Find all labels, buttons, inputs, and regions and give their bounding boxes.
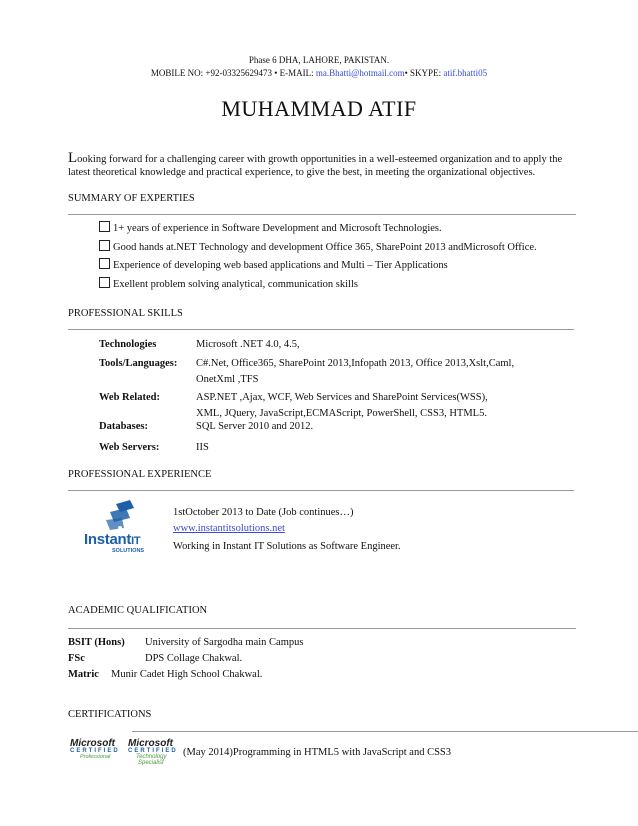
summary-heading: SUMMARY OF EXPERTIES: [68, 193, 195, 204]
skill-label: Technologies: [99, 339, 157, 350]
email-link[interactable]: ma.Bhatti@hotmail.com: [315, 68, 405, 78]
mcts-certified: CERTIFIED: [128, 748, 178, 754]
academic-divider: [68, 628, 576, 629]
drop-cap: L: [68, 150, 78, 166]
mcp-brand: Microsoft: [70, 738, 115, 749]
summary-item: Good hands at.NET Technology and development Office 365, SharePoint 2013 andMicrosoft Office.: [99, 240, 537, 255]
skill-label: Tools/Languages:: [99, 358, 178, 369]
mcp-type: Professional: [80, 754, 111, 760]
skill-label: Web Servers:: [99, 442, 160, 453]
skill-value: SQL Server 2010 and 2012.: [196, 421, 314, 432]
skills-heading: PROFESSIONAL SKILLS: [68, 308, 183, 319]
skype-label: • SKYPE:: [404, 68, 444, 78]
mcp-badge: [70, 738, 126, 766]
skype-link[interactable]: atif.bhatti05: [443, 68, 488, 78]
academic-heading: ACADEMIC QUALIFICATION: [68, 605, 208, 616]
company-logo: [80, 498, 162, 556]
degree-label: Matric: [68, 669, 99, 680]
summary-item: Experience of developing web based applications and Multi – Tier Applications: [99, 258, 448, 273]
mcts-type-2: Specialist: [138, 760, 164, 766]
checkbox-icon: [99, 240, 110, 251]
degree-label: BSIT (Hons): [68, 637, 125, 648]
institution: University of Sargodha main Campus: [145, 637, 304, 648]
summary-item: Exellent problem solving analytical, communication skills: [99, 277, 358, 292]
skill-value: IIS: [196, 442, 209, 453]
company-logo-text: InstantIT: [84, 531, 141, 548]
institution: DPS Collage Chakwal.: [145, 653, 243, 664]
contact-line: [0, 68, 638, 78]
mobile-text: MOBILE NO: +92-03325629473 • E-MAIL:: [150, 68, 316, 78]
skill-label: Web Related:: [99, 392, 160, 403]
checkbox-icon: [99, 258, 110, 269]
skill-value: C#.Net, Office365, SharePoint 2013,Infopath 2013, Office 2013,Xslt,Caml,: [196, 358, 515, 369]
mcp-certified: CERTIFIED: [70, 748, 120, 754]
mcts-badge: [128, 738, 184, 778]
certification-item: (May 2014)Programming in HTML5 with JavaScript and CSS3: [183, 747, 452, 758]
certifications-heading: CERTIFICATIONS: [68, 709, 152, 720]
objective-line-1: [68, 151, 608, 167]
experience-divider: [68, 490, 574, 491]
skill-value: Microsoft .NET 4.0, 4.5,: [196, 339, 300, 350]
website-link-text[interactable]: www.instantitsolutions.net: [173, 523, 285, 534]
objective-text-1: ooking forward for a challenging career with growth opportunities in a well-esteemed organization and to apply the: [77, 154, 563, 165]
skill-label: Databases:: [99, 421, 148, 432]
certifications-divider: [132, 731, 638, 732]
job-role: Working in Instant IT Solutions as Software Engineer.: [173, 541, 401, 552]
address-line: Phase 6 DHA, LAHORE, PAKISTAN.: [248, 55, 390, 65]
skill-value-cont: OnetXml ,TFS: [196, 374, 259, 385]
degree-label: FSc: [68, 653, 85, 664]
objective-line-2: latest theoretical knowledge and practical experience, to give the best, in meeting the organizational objectives.: [68, 167, 536, 178]
job-period: 1stOctober 2013 to Date (Job continues…): [173, 507, 354, 518]
mcts-brand: Microsoft: [128, 738, 173, 749]
summary-item: 1+ years of experience in Software Development and Microsoft Technologies.: [99, 221, 442, 236]
skill-value: ASP.NET ,Ajax, WCF, Web Services and SharePoint Services(WSS),: [196, 392, 488, 403]
skills-divider: [68, 329, 574, 330]
experience-heading: PROFESSIONAL EXPERIENCE: [68, 469, 212, 480]
checkbox-icon: [99, 277, 110, 288]
institution: Munir Cadet High School Chakwal.: [111, 669, 263, 680]
company-website-link[interactable]: [173, 522, 285, 536]
page-title: MUHAMMAD ATIF: [221, 96, 417, 121]
checkbox-icon: [99, 221, 110, 232]
company-logo-tagline: SOLUTIONS: [112, 548, 145, 554]
summary-divider: [68, 214, 576, 215]
skill-value-cont: XML, JQuery, JavaScript,ECMAScript, PowerShell, CSS3, HTML5.: [196, 408, 487, 419]
mcts-type-1: Technology: [136, 754, 167, 760]
